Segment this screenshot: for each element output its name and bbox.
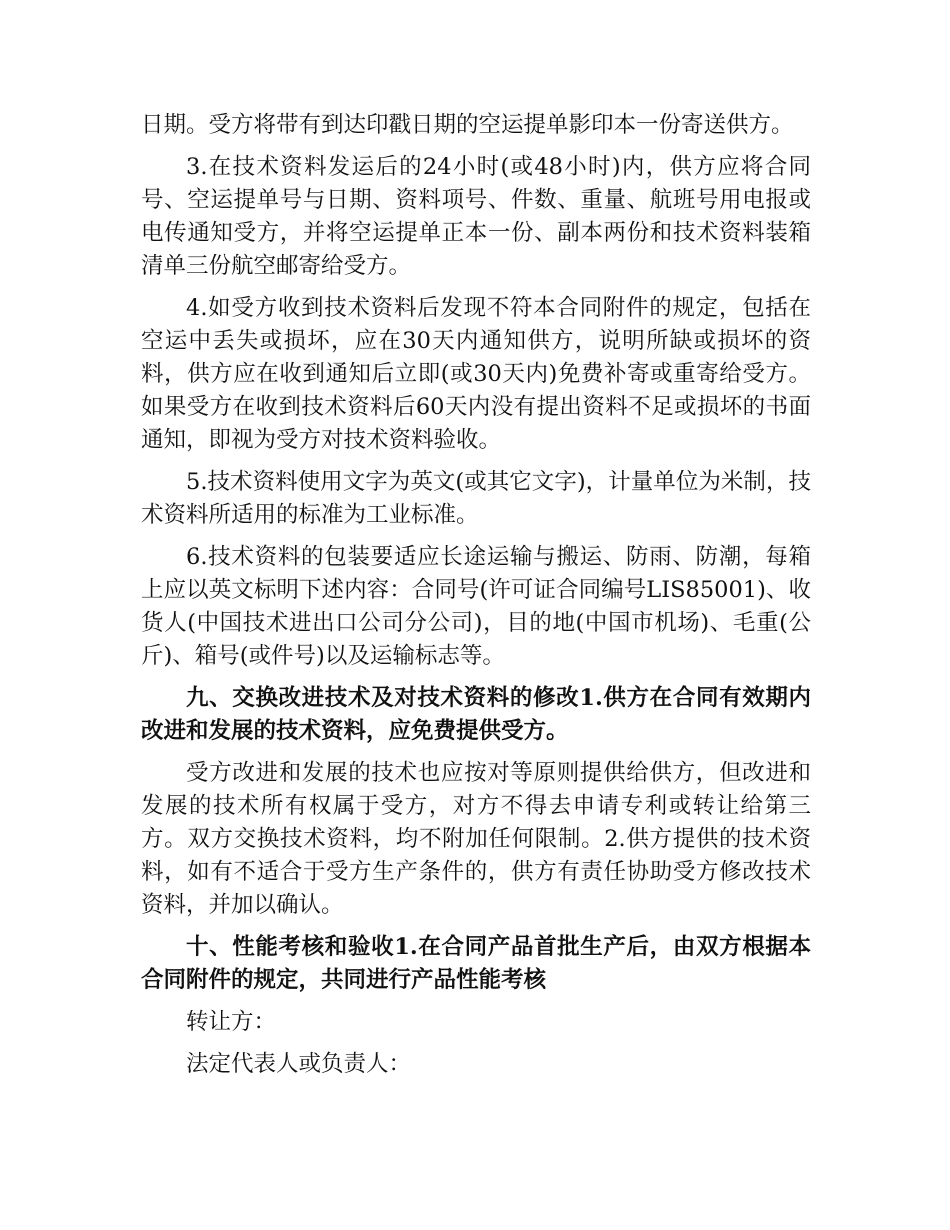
signature-legal-representative-label: 法定代表人或负责人：	[186, 1051, 412, 1077]
paragraph-clause-4: 4.如受方收到技术资料后发现不符本合同附件的规定，包括在空运中丢失或损坏，应在30天内通知供方，说明所缺或损坏的资料，供方应在收到通知后立即(或30天内)免费补寄或重寄给受方。如果受方在收到技术资料后60天内没有提出资料不足或损坏的书面通知，即视为受方对技术资料验收。	[141, 295, 811, 453]
paragraph-clause-3: 3.在技术资料发运后的24小时(或48小时)内，供方应将合同号、空运提单号与日期、资料项号、件数、重量、航班号用电报或电传通知受方，并将空运提单正本一份、副本两份和技术资料装箱清单三份航空邮寄给受方。	[141, 154, 811, 279]
document-body	[141, 109, 811, 1090]
paragraph-continuation: 日期。受方将带有到达印戳日期的空运提单影印本一份寄送供方。	[141, 112, 794, 138]
paragraph-clause-6: 6.技术资料的包装要适应长途运输与搬运、防雨、防潮，每箱上应以英文标明下述内容：合同号(许可证合同编号LIS85001)、收货人(中国技术进出口公司分公司)，目的地(中国市机场)、毛重(公斤)、箱号(或件号)以及运输标志等。	[141, 544, 811, 669]
signature-transferor-label: 转让方：	[186, 1009, 277, 1035]
paragraph-section-9-body: 受方改进和发展的技术也应按对等原则提供给供方，但改进和发展的技术所有权属于受方，对方不得去申请专利或转让给第三方。双方交换技术资料，均不附加任何限制。2.供方提供的技术资料，如有不适合于受方生产条件的，供方有责任协助受方修改技术资料，并加以确认。	[141, 760, 811, 918]
section-heading-9: 九、交换改进技术及对技术资料的修改1.供方在合同有效期内改进和发展的技术资料，应免费提供受方。	[141, 685, 811, 744]
section-heading-10: 十、性能考核和验收1.在合同产品首批生产后，由双方根据本合同附件的规定，共同进行产品性能考核	[141, 934, 811, 993]
paragraph-clause-5: 5.技术资料使用文字为英文(或其它文字)，计量单位为米制，技术资料所适用的标准为工业标准。	[141, 469, 811, 528]
